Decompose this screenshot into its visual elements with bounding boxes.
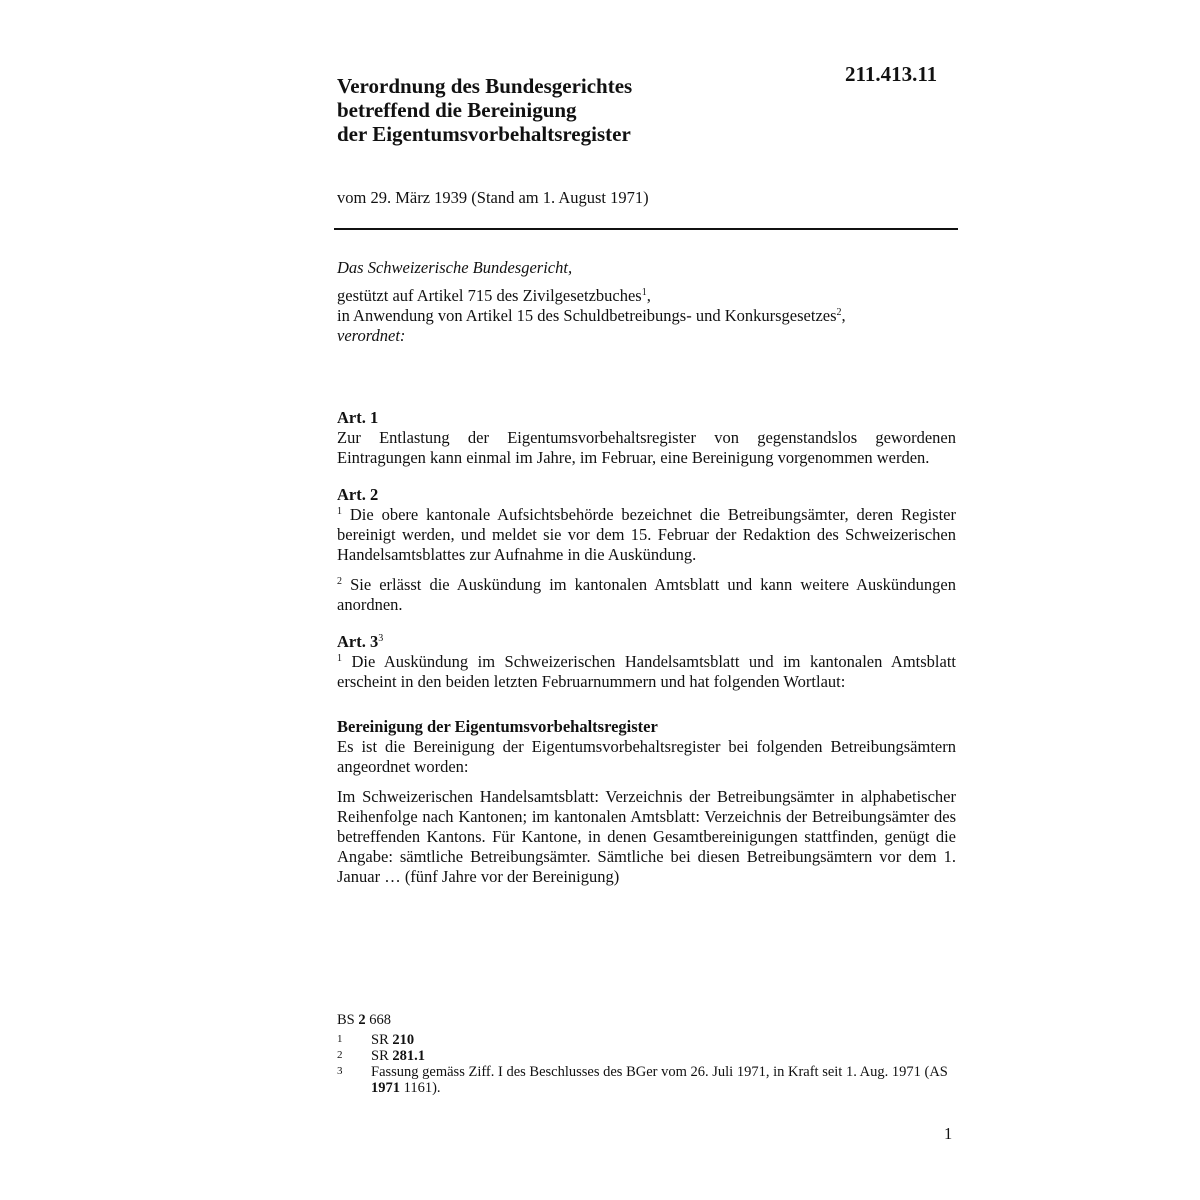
preamble-punct: ,: [841, 306, 846, 325]
title-line: Verordnung des Bundesgerichtes: [337, 74, 633, 98]
article-paragraph: [337, 505, 956, 565]
footnotes: [337, 1012, 952, 1096]
preamble: [337, 258, 956, 346]
paragraph-text: Die obere kantonale Aufsichtsbehörde bezeichnet die Betreibungsämter, deren Register bereinigt werden, und meldet sie vor dem 15. Februar der Redaktion des Schweizerischen Handelsamtsblattes zur Aufnahme in die Auskündung.: [337, 505, 956, 564]
article-2: [337, 485, 956, 615]
sr-number: 211.413.11: [845, 62, 938, 86]
footnote-number: 3: [337, 1065, 343, 1077]
preamble-basis-text: in Anwendung von Artikel 15 des Schuldbetreibungs- und Konkursgesetzes: [337, 306, 837, 325]
article-title: Art. 2: [337, 485, 379, 504]
footnote-text: [371, 1064, 952, 1096]
article-title: [337, 632, 956, 652]
fn-text: 668: [365, 1012, 391, 1028]
quoted-subheading: Bereinigung der Eigentumsvorbehaltsregister: [337, 717, 658, 736]
paragraph-number: 2: [337, 576, 342, 587]
date-line: vom 29. März 1939 (Stand am 1. August 1971): [337, 188, 649, 207]
article-3: [337, 632, 956, 887]
title-line: der Eigentumsvorbehaltsregister: [337, 122, 631, 146]
footnote-text: [371, 1048, 952, 1064]
title-line: betreffend die Bereinigung: [337, 98, 577, 122]
fn-link[interactable]: 210: [392, 1032, 415, 1048]
document-title: [337, 74, 817, 146]
preamble-basis: [337, 306, 956, 326]
preamble-verordnet: verordnet:: [337, 326, 406, 345]
title-divider: [334, 228, 958, 230]
quoted-paragraph: Im Schweizerischen Handelsamtsblatt: Verzeichnis der Betreibungsämter in alphabetischer Reihenfolge nach Kantonen; im kantonalen Amtsblatt: Verzeichnis der Betreibungsämter des betreffenden Kantons. Für Kantone, in denen Gesamtbereinigungen stattfinden, genügt die Angabe: sämtliche Betreibungsämter. Sämtliche bei diesen Betreibungsämtern vor dem 1. Januar … (fünf Jahre vor der Bereinigung): [337, 787, 956, 886]
preamble-basis-text: gestützt auf Artikel 715 des Zivilgesetzbuches: [337, 286, 642, 305]
paragraph-number: 1: [337, 653, 342, 664]
fn-text: 1161).: [400, 1080, 441, 1096]
fn-link[interactable]: 281.1: [392, 1048, 425, 1064]
footnote-ref[interactable]: 2: [836, 307, 842, 318]
footnote-text: [371, 1032, 952, 1048]
fn-text: BS: [337, 1012, 359, 1028]
article-title-text: Art. 3: [337, 632, 379, 651]
page-number: 1: [944, 1124, 953, 1143]
preamble-punct: ,: [646, 286, 651, 305]
footnote-number: 2: [337, 1049, 343, 1061]
preamble-authority: Das Schweizerische Bundesgericht,: [337, 258, 573, 277]
paragraph-text: Sie erlässt die Auskündung im kantonalen Amtsblatt und kann weitere Auskündungen anordnen.: [337, 575, 956, 614]
quoted-paragraph: Es ist die Bereinigung der Eigentumsvorbehaltsregister bei folgenden Betreibungsämtern angeordnet worden:: [337, 737, 956, 776]
fn-text: Fassung gemäss Ziff. I des Beschlusses des BGer vom 26. Juli 1971, in Kraft seit 1. Aug. 1971 (AS: [371, 1064, 948, 1080]
footnote-item: [337, 1048, 952, 1064]
article-1: [337, 408, 956, 468]
paragraph-text: Die Auskündung im Schweizerischen Handelsamtsblatt und im kantonalen Amtsblatt erscheint in den beiden letzten Februarnummern und hat folgenden Wortlaut:: [337, 652, 956, 691]
footnote-ref[interactable]: 3: [378, 633, 384, 644]
footnote-number: 1: [337, 1033, 343, 1045]
article-paragraph: [337, 652, 956, 692]
preamble-basis: [337, 286, 956, 306]
footnote-source: [337, 1012, 952, 1028]
article-paragraph: [337, 575, 956, 615]
fn-link[interactable]: 1971: [371, 1080, 400, 1096]
article-title: Art. 1: [337, 408, 379, 427]
article-text: Zur Entlastung der Eigentumsvorbehaltsregister von gegenstandslos gewordenen Eintragungen kann einmal im Jahre, im Februar, eine Bereinigung vorgenommen werden.: [337, 428, 956, 467]
document-body: [337, 258, 956, 887]
fn-text: SR: [371, 1048, 393, 1064]
fn-text: SR: [371, 1032, 393, 1048]
paragraph-number: 1: [337, 506, 342, 517]
footnote-item: [337, 1032, 952, 1048]
footnote-item: [337, 1064, 952, 1096]
footnote-ref[interactable]: 1: [641, 287, 647, 298]
fn-bold: 2: [358, 1012, 366, 1028]
